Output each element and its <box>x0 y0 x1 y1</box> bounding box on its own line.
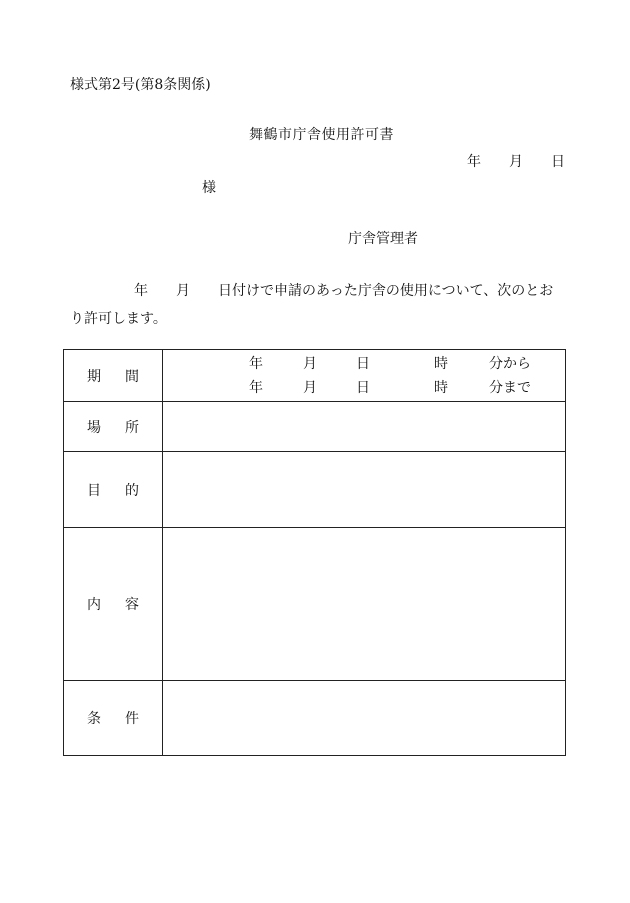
table-row-place <box>64 402 566 452</box>
table-row-content <box>64 528 566 681</box>
period-to-year: 年 <box>249 379 263 396</box>
period-from-minute: 分から <box>489 355 531 372</box>
period-label-char-2: 間 <box>125 368 139 385</box>
permit-table <box>63 349 566 756</box>
content-label-char-1: 内 <box>87 597 101 613</box>
statement-year: 年 <box>134 283 148 299</box>
date-day: 日 <box>551 154 565 170</box>
period-from-hour: 時 <box>434 355 448 372</box>
purpose-label-char-2: 的 <box>125 482 139 499</box>
period-value <box>163 350 566 402</box>
document-title: 舞鶴市庁舎使用許可書 <box>249 127 394 143</box>
content-value[interactable] <box>163 528 566 681</box>
place-label <box>64 402 163 452</box>
date-month: 月 <box>509 154 523 170</box>
content-label-char-2: 容 <box>125 597 139 613</box>
period-from <box>163 352 565 376</box>
place-label-char-2: 所 <box>125 419 139 436</box>
period-from-month: 月 <box>303 355 317 372</box>
period-to <box>163 376 565 400</box>
period-label <box>64 350 163 402</box>
statement-month: 月 <box>176 283 190 299</box>
period-to-day: 日 <box>356 379 370 396</box>
content-label <box>64 528 163 681</box>
conditions-label-char-2: 件 <box>125 711 139 727</box>
table-row-conditions <box>64 681 566 756</box>
purpose-label <box>64 452 163 528</box>
period-label-char-1: 期 <box>87 368 101 385</box>
conditions-value[interactable] <box>163 681 566 756</box>
statement-rest: 日付けで申請のあった庁舎の使用について、次のとおり許可します。 <box>70 283 554 327</box>
place-value[interactable] <box>163 402 566 452</box>
conditions-label-char-1: 条 <box>87 711 101 727</box>
period-to-month: 月 <box>303 379 317 396</box>
period-from-day: 日 <box>356 355 370 372</box>
table-row-purpose <box>64 452 566 528</box>
permit-statement <box>70 277 562 333</box>
date-year: 年 <box>467 154 481 170</box>
table-row-period <box>64 350 566 402</box>
conditions-label <box>64 681 163 756</box>
issue-date <box>467 151 565 171</box>
purpose-label-char-1: 目 <box>87 482 101 499</box>
period-to-minute: 分まで <box>489 379 531 396</box>
period-from-year: 年 <box>249 355 263 372</box>
place-label-char-1: 場 <box>87 419 101 436</box>
addressee-suffix: 様 <box>202 180 216 196</box>
period-to-hour: 時 <box>434 379 448 396</box>
issuer-name: 庁舎管理者 <box>348 231 418 247</box>
purpose-value[interactable] <box>163 452 566 528</box>
form-number: 様式第2号(第8条関係) <box>70 77 211 93</box>
